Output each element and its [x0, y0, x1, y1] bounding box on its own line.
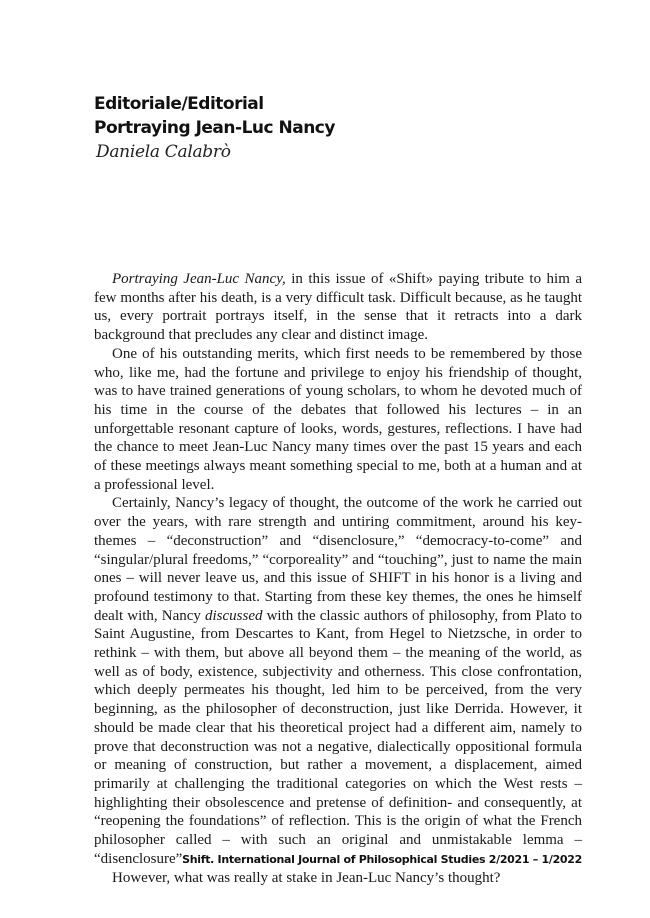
author-name: Daniela Calabrò: [96, 142, 231, 162]
article-heading: [94, 92, 335, 164]
paragraph-3-text-b: with the classic authors of philosophy, from Plato to Saint Augustine, from Descartes to Kant, from Hegel to Nietzsche, in order to rethink – with them, but above all beyond them – the meaning of the world, as well as of body, existence, subjectivity and otherness. This close confrontation, which deeply permeates his thought, led him to be perceived, from the very beginning, as the philosopher of deconstruction, just like Derrida. However, it should be made clear that his theoretical project had a different aim, namely to prove that deconstruction was not a negative, dialectically oppositional formula or meaning of construction, but rather a movement, a displacement, aimed primarily at challenging the traditional categories on which the West rests – highlighting their obsolescence and pretense of definition- and consequently, at “reopening the foundations” of reflection. This is the origin of what the French philosopher called – with such an original and unmistakable lemma – “disenclosure”.: [94, 607, 582, 867]
article-body: [94, 270, 582, 887]
article-title: Portraying Jean-Luc Nancy: [94, 118, 335, 138]
title-reference: Portraying Jean-Luc Nancy,: [112, 271, 286, 287]
paragraph-3-text-a: Certainly, Nancy’s legacy of thought, the outcome of the work he carried out over the years, with rare strength and untiring commitment, around his key-themes – “deconstruction” and “disenclosure,” “democracy-to-come” and “singular/plural freedoms,” “corporeality” and “touching”, just to name the main ones – will never leave us, and this issue of SHIFT in his honor is a living and profound testimony to that. Starting from these key themes, the ones he himself dealt with, Nancy: [94, 495, 582, 624]
paragraph-1: [94, 270, 582, 345]
paragraph-2: One of his outstanding merits, which first needs to be remembered by those who, like me, had the fortune and privilege to enjoy his friendship of thought, was to have trained generations of young scholars, to whom he devoted much of his time in the course of the debates that followed his lectures – in an unforgettable resonant capture of looks, words, gestures, reflections. I have had the chance to meet Jean-Luc Nancy many times over the past 15 years and each of these meetings always meant something special to me, both at a human and at a professional level.: [94, 345, 582, 493]
section-label: Editoriale/Editorial: [94, 94, 264, 114]
emphasis-discussed: discussed: [204, 607, 263, 624]
journal-footer: Shift. International Journal of Philosophical Studies 2/2021 – 1/2022: [182, 853, 582, 866]
paragraph-1-text: in this issue of «Shift» paying tribute to him a few months after his death, is a very difficult task. Difficult because, as he taught us, every portrait portrays itself, in the sense that it retracts into a dark background that precludes any clear and distinct image.: [94, 271, 582, 344]
paragraph-3: [94, 494, 582, 868]
paragraph-4: However, what was really at stake in Jean-Luc Nancy’s thought?: [112, 869, 501, 886]
